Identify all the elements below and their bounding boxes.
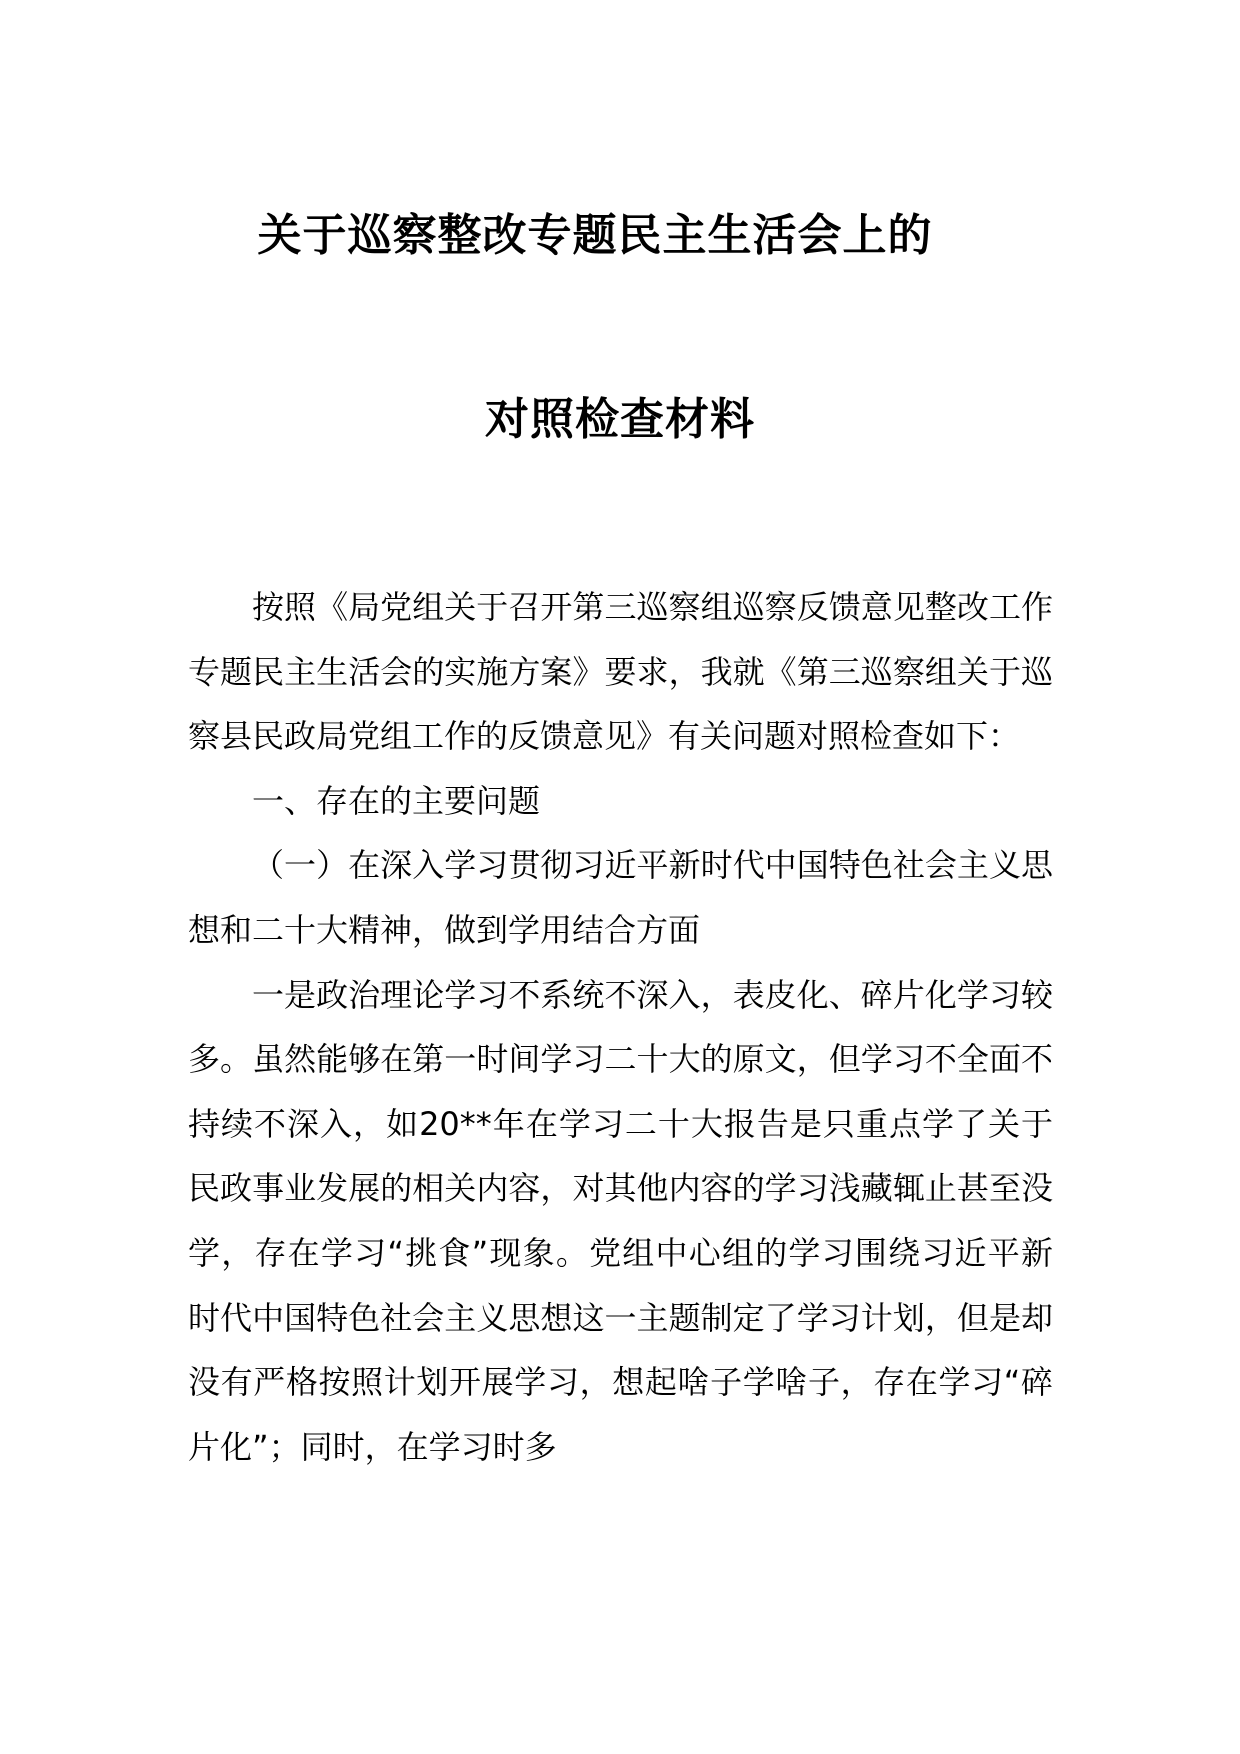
- paragraph-intro: 按照《局党组关于召开第三巡察组巡察反馈意见整改工作专题民主生活会的实施方案》要求，我就《第三巡察组关于巡察县民政局党组工作的反馈意见》有关问题对照检查如下：: [188, 588, 1053, 756]
- section-heading-main-problems: 一、存在的主要问题: [252, 781, 541, 820]
- document-title-line-2: 对照检查材料: [485, 394, 755, 445]
- subsection-heading-1: （一）在深入学习贯彻习近平新时代中国特色社会主义思想和二十大精神，做到学用结合方面: [188, 846, 1053, 949]
- paragraph-problem-1: 一是政治理论学习不系统不深入，表皮化、碎片化学习较多。虽然能够在第一时间学习二十大的原文，但学习不全面不持续不深入，如20**年在学习二十大报告是只重点学了关于民政事业发展的相关内容，对其他内容的学习浅藏辄止甚至没学，存在学习“挑食”现象。党组中心组的学习围绕习近平新时代中国特色社会主义思想这一主题制定了学习计划，但是却没有严格按照计划开展学习，想起啥子学啥子，存在学习“碎片化”；同时，在学习时多: [188, 975, 1053, 1466]
- document-body: [188, 575, 1053, 1479]
- document-title-line-1: 关于巡察整改专题民主生活会上的: [257, 210, 933, 261]
